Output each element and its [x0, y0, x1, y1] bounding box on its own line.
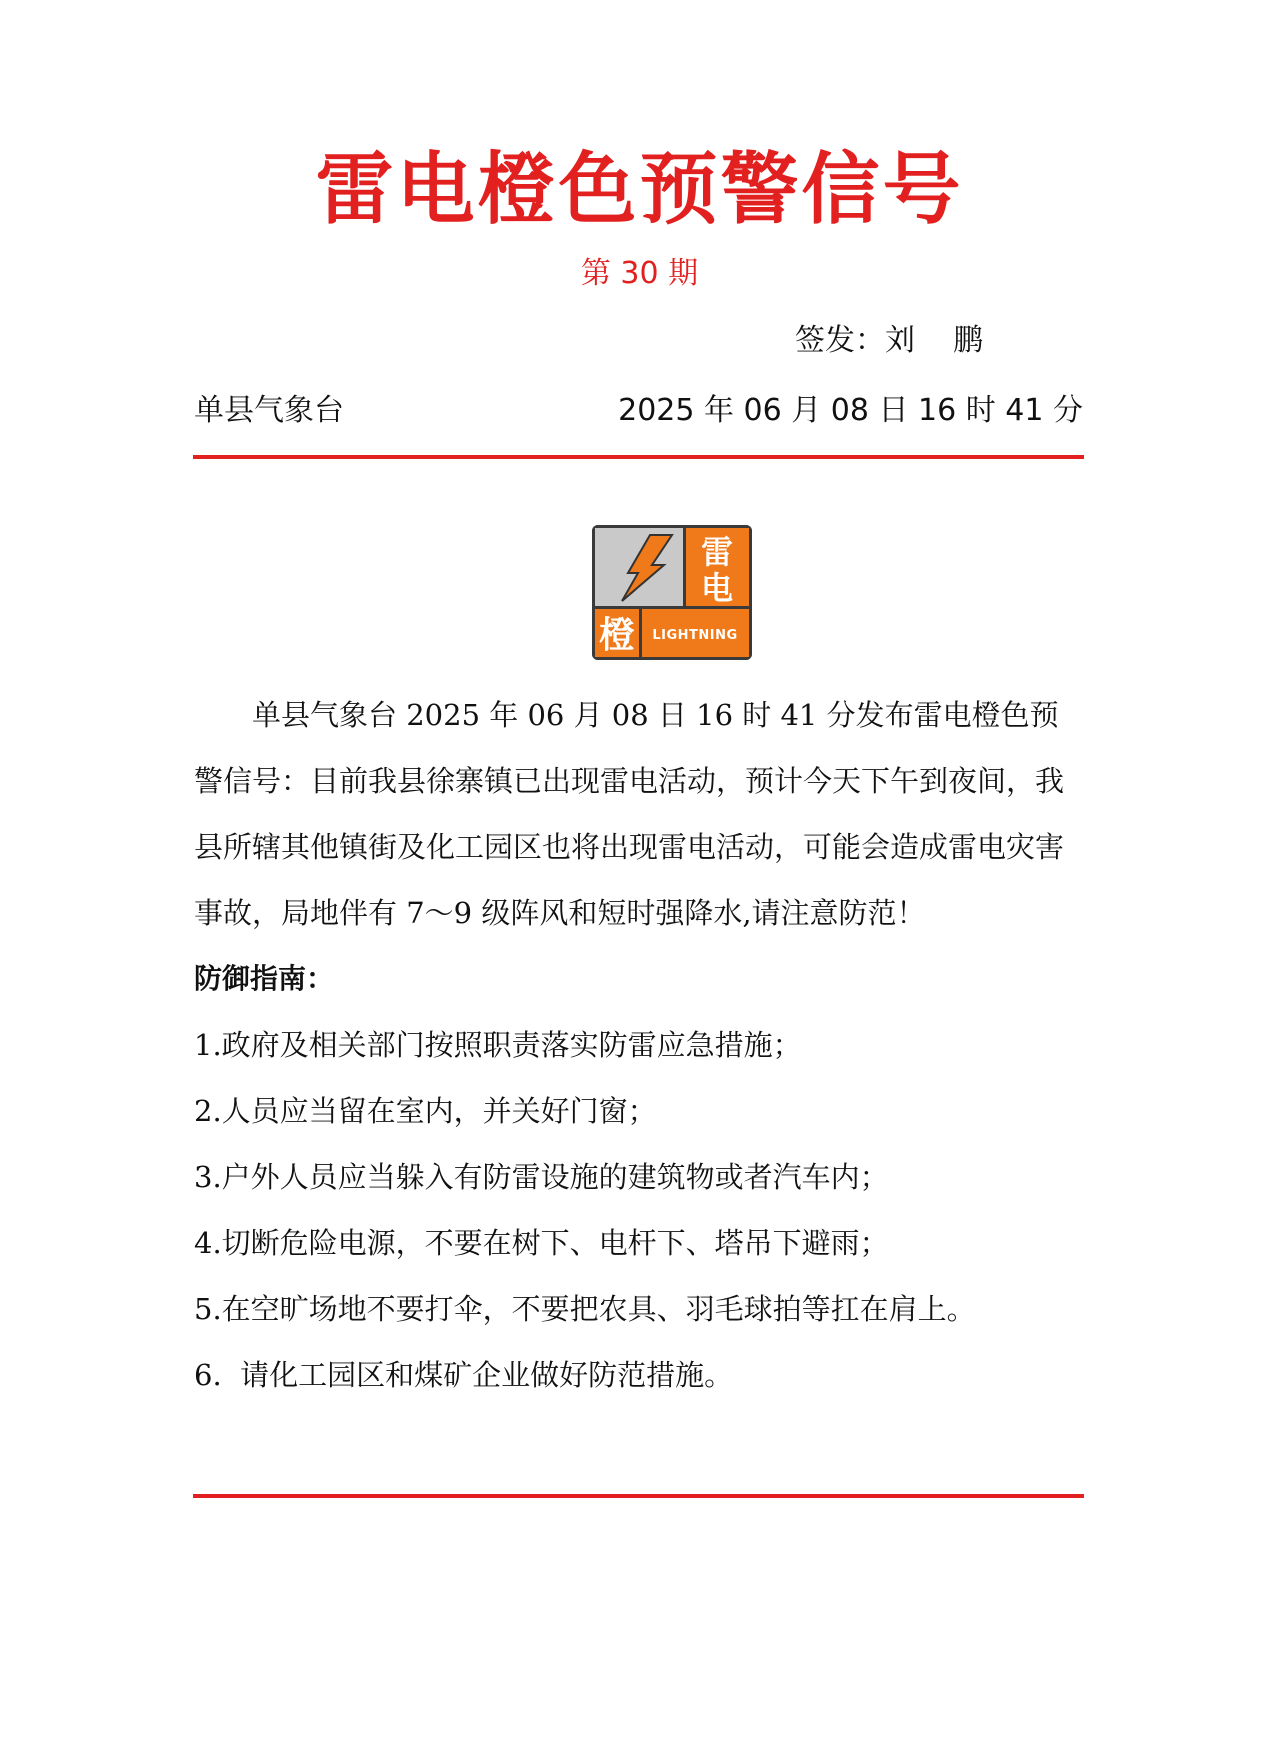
- issuing-organization: 单县气象台: [194, 393, 344, 428]
- guide-item: 5.在空旷场地不要打伞，不要把农具、羽毛球拍等扛在肩上。: [194, 1292, 976, 1326]
- guide-item: 2.人员应当留在室内，并关好门窗；: [194, 1094, 657, 1128]
- document-title: 雷电橙色预警信号: [315, 144, 964, 235]
- guide-item: 4.切断危险电源，不要在树下、电杆下、塔吊下避雨；: [194, 1226, 889, 1260]
- signal-label-mid: 电: [700, 569, 734, 607]
- guide-item: 1.政府及相关部门按照职责落实防雷应急措施；: [194, 1028, 802, 1062]
- warning-paragraph: 单县气象台 2025 年 06 月 08 日 16 时 41 分发布雷电橙色预警信号：目前我县徐寨镇已出现雷电活动，预计今天下午到夜间，我县所辖其他镇街及化工园区也将出现雷电活动，可能会造成雷电灾害事故，局地伴有 7～9 级阵风和短时强降水,请注意防范！: [194, 698, 1065, 930]
- signal-label-en: LIGHTNING: [652, 628, 738, 643]
- signal-label-color: 橙: [598, 615, 636, 656]
- issue-datetime: 2025 年 06 月 08 日 16 时 41 分: [618, 393, 1083, 428]
- bottom-divider: [193, 1494, 1084, 1498]
- issue-number: 第 30 期: [580, 256, 699, 291]
- guide-item: 3.户外人员应当躲入有防雷设施的建筑物或者汽车内；: [194, 1160, 889, 1194]
- signal-label-top: 雷: [700, 533, 734, 571]
- issuer-signature: 签发：刘 鹏: [795, 323, 984, 358]
- defense-guide-title: 防御指南：: [194, 962, 335, 995]
- warning-body: [194, 682, 1084, 1408]
- lightning-orange-signal-icon: [592, 525, 752, 660]
- top-divider: [193, 455, 1084, 459]
- guide-item: 6. 请化工园区和煤矿企业做好防范措施。: [194, 1358, 734, 1392]
